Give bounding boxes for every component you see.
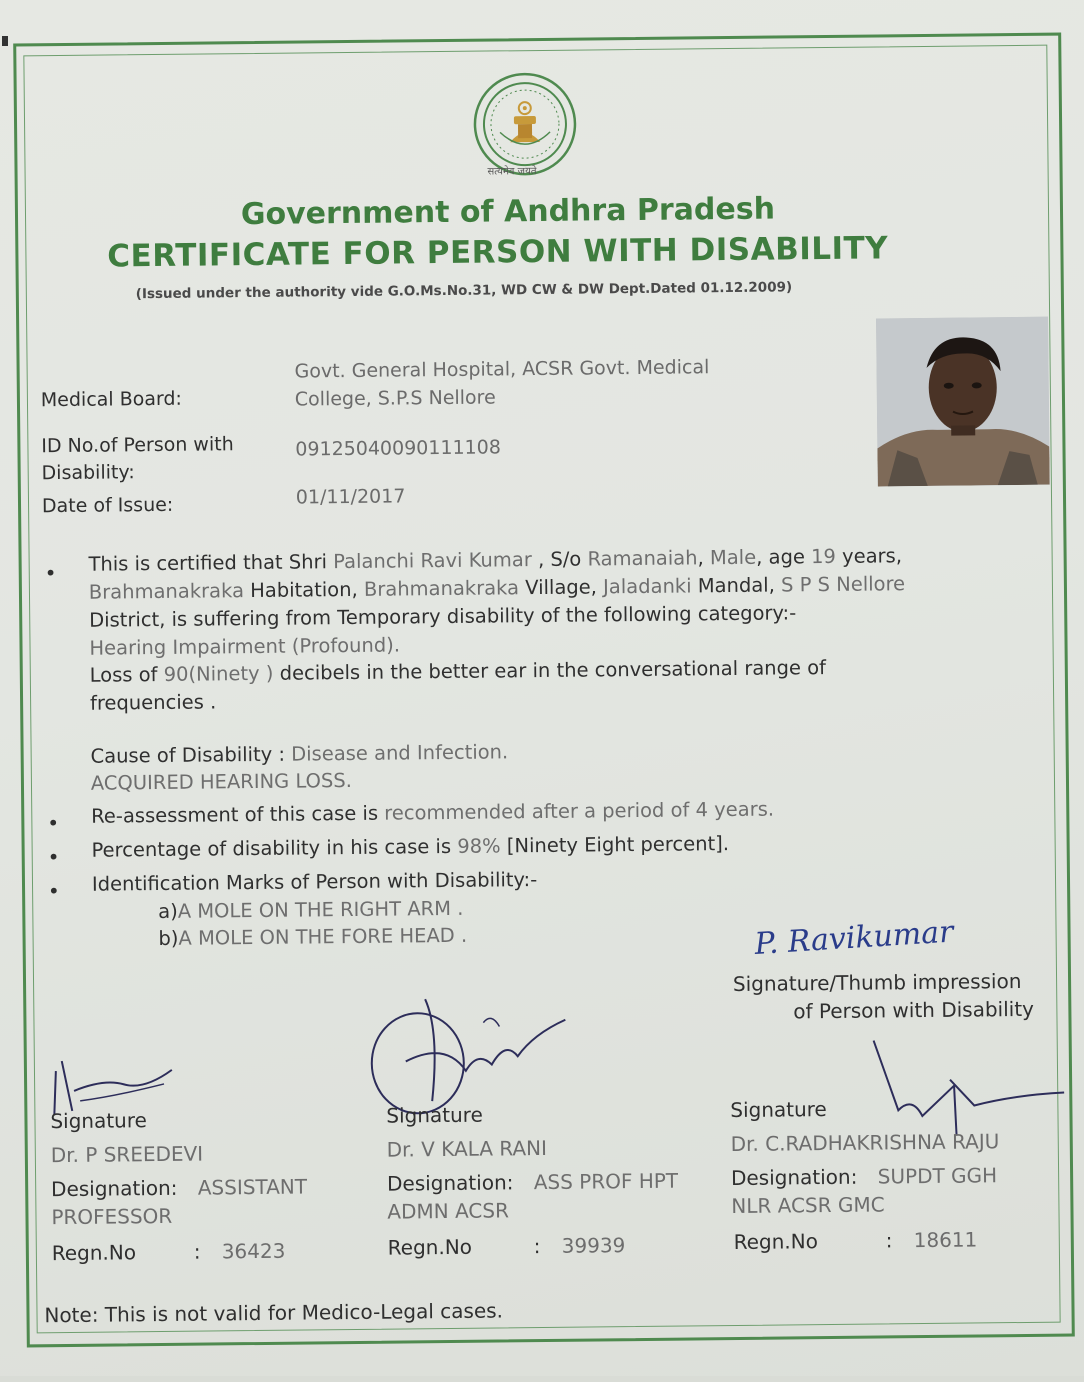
cert-text: years,: [835, 544, 903, 568]
medical-board-value-line1: Govt. General Hospital, ACSR Govt. Medical: [294, 356, 710, 383]
person-photo-image: [876, 317, 1050, 487]
designation-value: ASS PROF HPT: [533, 1168, 679, 1195]
signatory-3-name: Dr. C.RADHAKRISHNA RAJU: [730, 1129, 1000, 1157]
designation-label: Designation:: [730, 1164, 858, 1191]
designation-value: ASSISTANT: [197, 1174, 308, 1200]
signatory-1-regn-label: Regn.No: [51, 1240, 137, 1266]
signatory-3-regn-label: Regn.No: [733, 1229, 819, 1255]
mark-text: A MOLE ON THE FORE HEAD .: [178, 923, 468, 950]
signatory-1-designation-line2: PROFESSOR: [51, 1203, 173, 1230]
district: S P S Nellore: [780, 572, 906, 597]
designation-label: Designation:: [50, 1175, 178, 1202]
signatory-1-regn-sep: :: [193, 1239, 201, 1264]
signatory-1-designation: [51, 1174, 307, 1201]
person-handwritten-signature: P. Ravikumar: [753, 914, 955, 962]
cause-detail: ACQUIRED HEARING LOSS.: [90, 768, 353, 795]
footer-note: Note: This is not valid for Medico-Legal cases.: [44, 1298, 504, 1328]
reassessment-period: recommended after a period of 4 years.: [384, 797, 775, 825]
habitation: Brahmanakraka: [88, 579, 245, 604]
cert-text: Village,: [518, 575, 604, 600]
signatory-2-regn-value: 39939: [561, 1233, 626, 1258]
signatory-3-regn-sep: :: [885, 1228, 893, 1253]
cause-label: Cause of Disability :: [90, 742, 292, 768]
cert-line-5: frequencies .: [89, 690, 217, 715]
cert-text: , age: [756, 545, 812, 569]
emblem-motto: सत्यमेव जयते: [487, 166, 537, 178]
identification-mark-a: [158, 897, 463, 923]
medical-board-value-line2: College, S.P.S Nellore: [294, 386, 496, 411]
cert-text: Habitation,: [243, 577, 365, 603]
percentage-line: [91, 832, 729, 862]
identification-marks-label: Identification Marks of Person with Disability:-: [91, 868, 538, 896]
government-title: Government of Andhra Pradesh: [240, 191, 776, 233]
signatory-3-designation: [731, 1163, 997, 1190]
decibel-loss: 90(Ninety ): [163, 661, 274, 686]
cert-line-2: [89, 572, 905, 604]
mandal: Jaladanki: [602, 574, 692, 599]
cause-line: [90, 740, 508, 767]
cert-text: , S/o: [531, 547, 588, 572]
cert-text: ,: [697, 546, 711, 570]
cert-line-1: [88, 544, 902, 576]
percentage-value: 98%: [457, 834, 501, 858]
cert-line-4: [90, 656, 826, 687]
signatory-1-signature-label: Signature: [50, 1108, 147, 1134]
authority-line: (Issued under the authority vide G.O.Ms.No.31, WD CW & DW Dept.Dated 01.12.2009): [135, 279, 793, 303]
father-name: Ramanaiah: [587, 546, 698, 571]
cause-value: Disease and Infection.: [291, 740, 509, 766]
designation-value: SUPDT GGH: [877, 1163, 998, 1189]
cert-text: Percentage of disability in his case is: [91, 834, 458, 862]
signatory-2-regn-label: Regn.No: [387, 1234, 473, 1260]
id-label-line1: ID No.of Person with: [41, 433, 234, 458]
person-signature-label-line1: Signature/Thumb impression: [732, 968, 1022, 996]
id-label-line2: Disability:: [41, 461, 135, 485]
medical-board-label: Medical Board:: [40, 387, 183, 412]
signatory-2-regn-sep: :: [533, 1234, 541, 1259]
disability-category: Hearing Impairment (Profound).: [89, 633, 401, 660]
signatory-1-name: Dr. P SREEDEVI: [50, 1141, 204, 1168]
cert-text: Re-assessment of this case is: [91, 801, 385, 828]
village: Brahmanakraka: [363, 576, 520, 601]
cert-text: This is certified that Shri: [88, 550, 334, 576]
signatory-2-signature-label: Signature: [386, 1102, 483, 1128]
signatory-2-designation: [387, 1169, 678, 1196]
bullet-2: •: [47, 811, 60, 836]
mark-prefix: a): [158, 899, 178, 924]
date-label: Date of Issue:: [41, 493, 174, 518]
identification-mark-b: [158, 924, 467, 950]
cert-text: Mandal,: [691, 573, 782, 598]
signatory-2-designation-line2: ADMN ACSR: [387, 1198, 510, 1224]
mark-prefix: b): [158, 926, 179, 951]
cert-text: [Ninety Eight percent].: [500, 832, 730, 858]
certificate-title: CERTIFICATE FOR PERSON WITH DISABILITY: [107, 230, 889, 275]
person-photo: [876, 317, 1050, 487]
signatory-2-name: Dr. V KALA RANI: [386, 1135, 548, 1162]
signatory-3-regn-value: 18611: [913, 1227, 978, 1253]
signatory-1-regn-value: 36423: [221, 1238, 286, 1264]
person-name: Palanchi Ravi Kumar: [333, 548, 532, 574]
signatory-3-signature-label: Signature: [730, 1097, 827, 1123]
bullet-3: •: [47, 845, 60, 870]
bullet-1: •: [44, 561, 57, 586]
person-signature-label-line2: of Person with Disability: [793, 996, 1035, 1024]
designation-label: Designation:: [386, 1170, 514, 1196]
cert-text: Loss of: [89, 662, 164, 687]
cert-text: decibels in the better ear in the conversational range of: [273, 656, 827, 685]
mark-text: A MOLE ON THE RIGHT ARM .: [177, 896, 464, 923]
age: 19: [810, 544, 837, 569]
id-value: 09125040090111108: [295, 436, 501, 461]
cert-line-3: District, is suffering from Temporary disability of the following category:-: [89, 601, 797, 632]
gender: Male: [709, 545, 757, 570]
bullet-4: •: [47, 879, 60, 904]
signatory-3-designation-line2: NLR ACSR GMC: [731, 1192, 885, 1219]
date-value: 01/11/2017: [295, 485, 406, 509]
reassessment-line: [91, 798, 774, 828]
